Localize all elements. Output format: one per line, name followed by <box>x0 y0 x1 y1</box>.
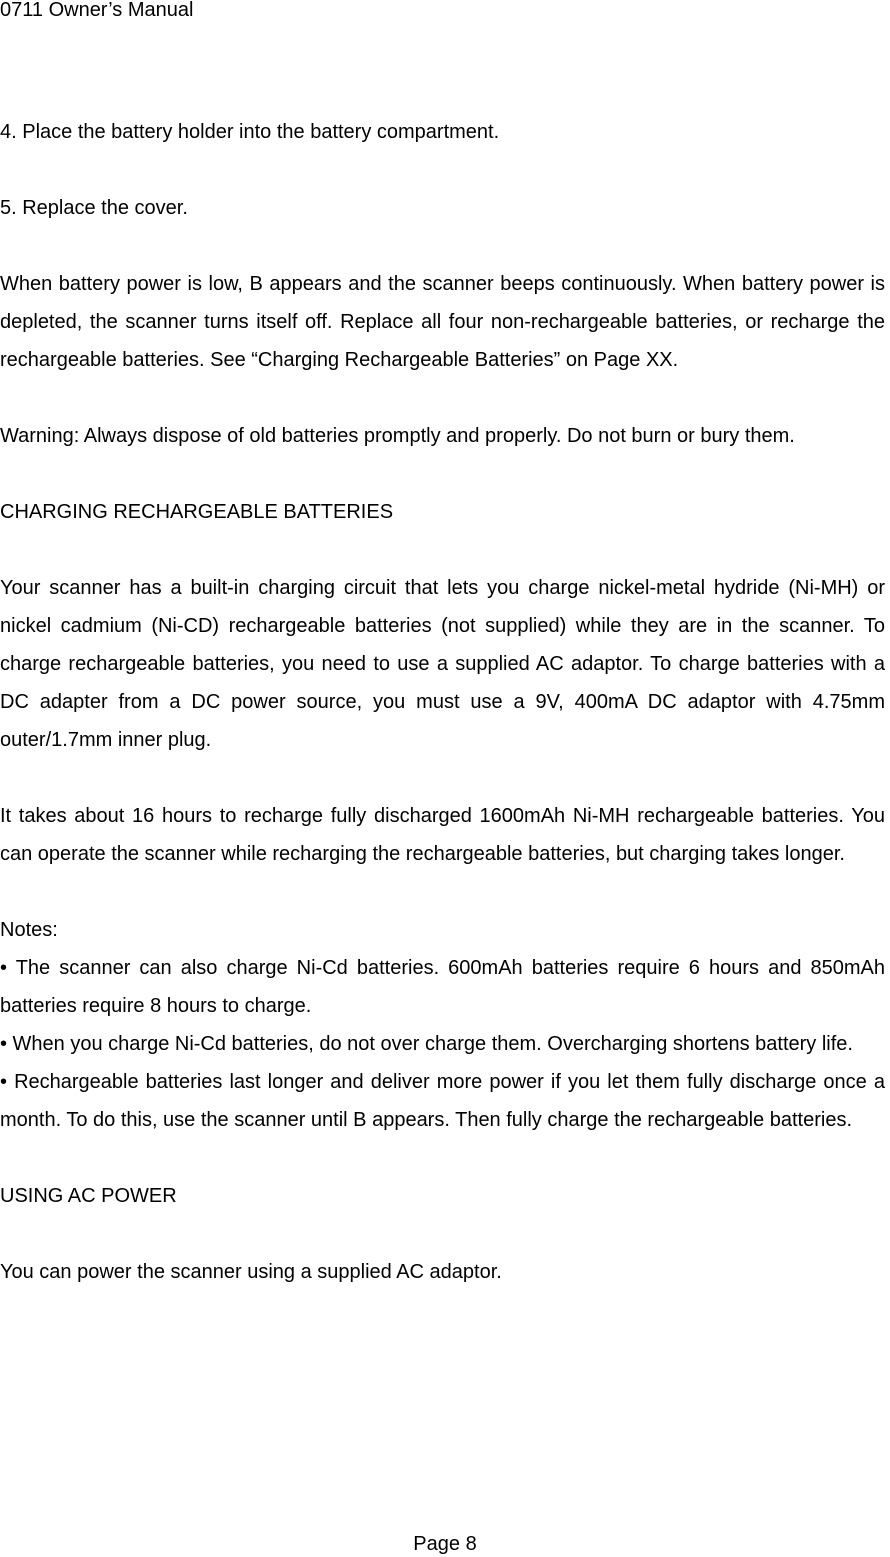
notes-block <box>0 911 885 1139</box>
note-item: • Rechargeable batteries last longer and deliver more power if you let them fully discharge once a month. To do this, use the scanner until B appears. Then fully charge the rechargeable batteries. <box>0 1071 885 1131</box>
document-header: 0711 Owner’s Manual <box>0 0 194 21</box>
page-content <box>0 113 885 1291</box>
step-4: 4. Place the battery holder into the battery compartment. <box>0 121 500 143</box>
note-item: • When you charge Ni-Cd batteries, do not over charge them. Overcharging shortens battery life. <box>0 1033 853 1055</box>
low-battery-paragraph: When battery power is low, B appears and the scanner beeps continuously. When battery power is depleted, the scanner turns itself off. Replace all four non-rechargeable batteries, or recharge the rechargeable batteries. See “Charging Rechargeable Batteries” on Page XX. <box>0 273 885 371</box>
step-5: 5. Replace the cover. <box>0 197 188 219</box>
note-item: • The scanner can also charge Ni-Cd batteries. 600mAh batteries require 6 hours and 850mAh batteries require 8 hours to charge. <box>0 957 885 1017</box>
notes-label: Notes: <box>0 919 58 941</box>
page-number: Page 8 <box>413 1533 477 1555</box>
section-heading-charging: CHARGING RECHARGEABLE BATTERIES <box>0 501 394 523</box>
section-heading-ac-power: USING AC POWER <box>0 1185 177 1207</box>
charging-time-paragraph: It takes about 16 hours to recharge fully discharged 1600mAh Ni-MH rechargeable batteries. You can operate the scanner while recharging the rechargeable batteries, but charging takes longer. <box>0 805 885 865</box>
ac-power-paragraph: You can power the scanner using a supplied AC adaptor. <box>0 1261 502 1283</box>
charging-intro-paragraph: Your scanner has a built-in charging circuit that lets you charge nickel-metal hydride (Ni-MH) or nickel cadmium (Ni-CD) rechargeable batteries (not supplied) while they are in the scanner. To charge rechargeable batteries, you need to use a supplied AC adaptor. To charge batteries with a DC adapter from a DC power source, you must use a 9V, 400mA DC adaptor with 4.75mm outer/1.7mm inner plug. <box>0 577 885 751</box>
warning-paragraph: Warning: Always dispose of old batteries promptly and properly. Do not burn or bury them. <box>0 425 795 447</box>
